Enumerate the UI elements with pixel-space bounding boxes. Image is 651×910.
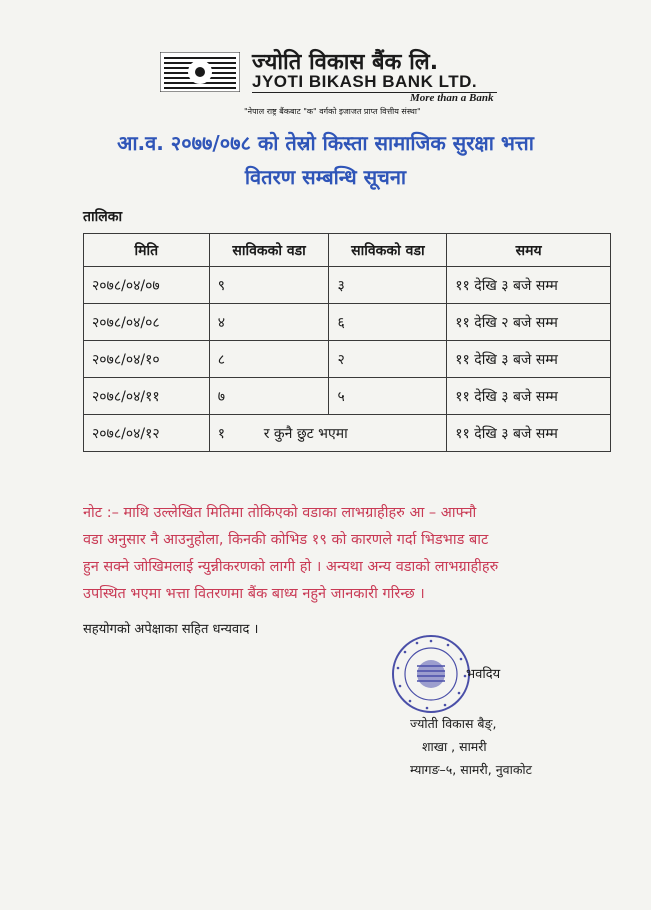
header-ward-b: साविकको वडा (329, 234, 447, 267)
bank-header (160, 48, 520, 116)
bank-logo-icon (160, 52, 240, 92)
cell-ward-a: १ (217, 425, 225, 442)
cell-date: २०७८/०४/१२ (84, 415, 210, 452)
note-line: वडा अनुसार नै आउनुहोला, किनकी कोभिड १९ को कारणले गर्दा भिडभाड बाट (83, 532, 489, 548)
thanks-line: सहयोगको अपेक्षाका सहित धन्यवाद । (83, 622, 259, 637)
header-time: समय (447, 234, 611, 267)
bank-tagline: More than a Bank (410, 92, 494, 104)
sign-branch: शाखा , सामरी (422, 739, 487, 754)
bank-seal-stamp-icon (390, 633, 472, 715)
table-row (84, 378, 611, 415)
cell-ward-b: ३ (329, 267, 447, 304)
cell-date: २०७८/०४/११ (84, 378, 210, 415)
cell-time: ११ देखि २ बजे सम्म (447, 304, 611, 341)
cell-ward-extra: र कुनै छुट भएमा (263, 425, 348, 442)
cell-ward-b: २ (329, 341, 447, 378)
cell-ward-b: ५ (329, 378, 447, 415)
cell-date: २०७८/०४/१० (84, 341, 210, 378)
notice-title-line2: वितरण सम्बन्धि सूचना (244, 165, 407, 189)
cell-date: २०७८/०४/०७ (84, 267, 210, 304)
table-row (84, 267, 611, 304)
notice-title-line1: आ.व. २०७७/०७८ को तेस्रो किस्ता सामाजिक सुरक्षा भत्ता (117, 131, 534, 155)
note-line: हुन सक्ने जोखिमलाई न्युन्नीकरणको लागी हो । अन्यथा अन्य वडाको लाभग्राहीहरु (83, 559, 499, 575)
table-label: तालिका (83, 209, 123, 225)
registration-line: "नेपाल राष्ट्र बैंकबाट "क" वर्गको इजाजत प्राप्त वित्तीय संस्था" (244, 107, 421, 116)
note-line: नोट :– माथि उल्लेखित मितिमा तोकिएको वडाका लाभग्राहीहरु आ – आफ्नौ (83, 505, 477, 521)
header-ward-a: साविकको वडा (209, 234, 329, 267)
sign-address: म्यागङ–५, सामरी, नुवाकोट (410, 762, 532, 777)
cell-ward-a: ८ (209, 341, 329, 378)
table-header-row (84, 234, 611, 267)
cell-date: २०७८/०४/०८ (84, 304, 210, 341)
cell-ward-a: ४ (209, 304, 329, 341)
cell-time: ११ देखि ३ बजे सम्म (447, 267, 611, 304)
yours-faithfully: भवदिय (466, 667, 501, 682)
signature-block (410, 712, 532, 781)
table-row (84, 341, 611, 378)
bank-name-nepali: ज्योति विकास बैंक लि. (252, 50, 439, 75)
cell-time: ११ देखि ३ बजे सम्म (447, 378, 611, 415)
header-date: मिति (84, 234, 210, 267)
cell-ward-merged (209, 415, 447, 452)
distribution-schedule-table (83, 233, 611, 452)
table-row (84, 415, 611, 452)
table-row (84, 304, 611, 341)
cell-ward-b: ६ (329, 304, 447, 341)
cell-time: ११ देखि ३ बजे सम्म (447, 415, 611, 452)
note-line: उपस्थित भएमा भत्ता वितरणमा बैंक बाध्य नहुने जानकारी गरिन्छ । (83, 586, 425, 602)
cell-time: ११ देखि ३ बजे सम्म (447, 341, 611, 378)
sign-bank-name: ज्योती विकास बैङ्, (410, 716, 497, 731)
cell-ward-a: ७ (209, 378, 329, 415)
cell-ward-a: ९ (209, 267, 329, 304)
bank-name-english: JYOTI BIKASH BANK LTD. (252, 72, 478, 91)
note-paragraph (83, 500, 623, 608)
